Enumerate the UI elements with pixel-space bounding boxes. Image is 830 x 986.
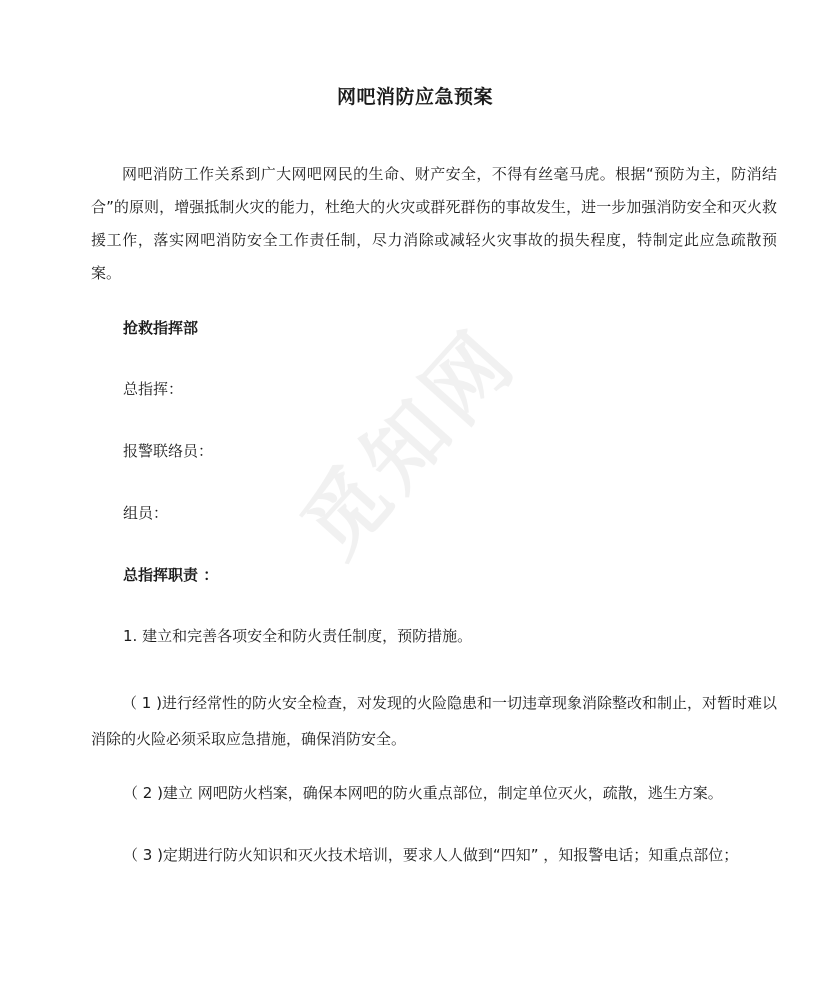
watermark: 觅知网 [284, 311, 536, 576]
duty-item-1-1: （ 1 )进行经常性的防火安全检查，对发现的火险隐患和一切违章现象消除整改和制止，对暂时难以消除的火险必须采取应急措施，确保消防安全。 [91, 694, 777, 748]
alarm-liaison-label: 报警联络员： [123, 442, 214, 460]
commander-label: 总指挥： [123, 380, 184, 398]
members-label: 组员： [123, 504, 169, 522]
duty-item-1-2: （ 2 )建立 网吧防火档案，确保本网吧的防火重点部位，制定单位灭火，疏散，逃生方案。 [123, 784, 723, 802]
intro-paragraph: 网吧消防工作关系到广大网吧网民的生命、财产安全，不得有丝毫马虎。根据“预防为主，防消结合”的原则，增强抵制火灾的能力，杜绝大的火灾或群死群伤的事故发生，进一步加强消防安全和灭火救援工作，落实网吧消防安全工作责任制，尽力消除或减轻火灾事故的损失程度，特制定此应急疏散预案。 [91, 165, 777, 282]
duties-heading: 总指挥职责 ： [123, 566, 219, 584]
duty-item-1-3: （ 3 )定期进行防火知识和灭火技术培训，要求人人做到“四知” ，知报警电话；知重点部位； [123, 846, 739, 864]
command-heading: 抢救指挥部 [123, 319, 199, 337]
document-title: 网吧消防应急预案 [336, 86, 493, 108]
duty-item-1: 1. 建立和完善各项安全和防火责任制度，预防措施。 [123, 627, 473, 645]
